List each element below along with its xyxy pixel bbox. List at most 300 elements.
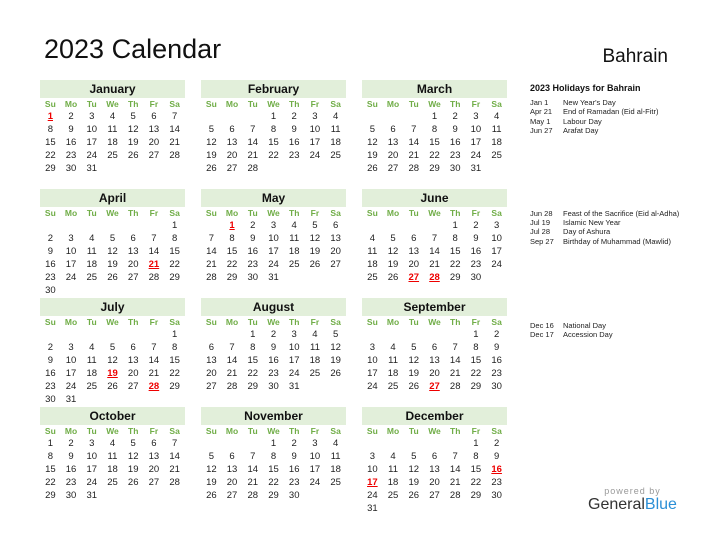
day-cell: 22 [268, 150, 279, 161]
weekday-label: Mo [225, 426, 239, 436]
holiday-name: Accession Day [563, 330, 613, 340]
day-cell: 10 [367, 355, 378, 366]
day-cell: 13 [226, 464, 238, 475]
weekday-label: Tu [408, 317, 419, 327]
day-cell: 8 [270, 451, 277, 462]
weekday-label: Sa [169, 99, 180, 109]
day-cell: 22 [470, 368, 482, 379]
day-cell: 25 [107, 477, 118, 488]
day-cell: 10 [309, 451, 321, 462]
day-cell: 22 [268, 477, 279, 488]
holiday-item [530, 209, 679, 218]
empty-cell [201, 219, 222, 232]
day-cell: 4 [332, 111, 339, 122]
day-cell: 1 [473, 438, 479, 449]
day-cell: 25 [491, 150, 502, 161]
day-cell: 19 [206, 150, 217, 161]
day-cell: 13 [408, 246, 420, 257]
day-cell: 1 [171, 329, 178, 340]
day-cell: 3 [68, 342, 74, 353]
day-cell: 23 [288, 477, 300, 488]
day-cell: 4 [312, 329, 318, 340]
day-cell: 27 [127, 272, 139, 283]
day-cell: 28 [247, 490, 259, 501]
day-cell: 11 [388, 355, 398, 366]
day-cell: 1 [171, 220, 178, 231]
empty-cell [445, 328, 466, 341]
day-cell: 16 [449, 137, 461, 148]
month-april [40, 189, 185, 297]
day-cell: 18 [387, 477, 399, 488]
weekday-label: Fr [471, 317, 481, 327]
day-cell: 2 [250, 220, 256, 231]
weekday-label: We [428, 208, 441, 218]
day-cell: 6 [208, 342, 214, 353]
day-cell: 3 [369, 342, 375, 353]
powered-by: powered by [604, 486, 661, 496]
day-cell: 8 [47, 451, 53, 462]
day-cell: 3 [89, 438, 95, 449]
weekday-label: Mo [225, 317, 239, 327]
day-cell: 15 [268, 464, 279, 475]
day-cell: 24 [491, 259, 502, 270]
day-cell: 24 [309, 150, 321, 161]
weekday-label: Fr [310, 426, 320, 436]
holiday-item [530, 237, 679, 246]
weekday-label: We [267, 99, 280, 109]
day-cell: 22 [470, 477, 482, 488]
month-header: April [40, 189, 185, 207]
month-header: May [201, 189, 346, 207]
empty-cell [403, 328, 424, 341]
day-cell: 14 [449, 464, 461, 475]
holiday-day: 28 [148, 381, 160, 392]
holiday-name: Feast of the Sacrifice (Eid al-Adha) [563, 209, 680, 218]
day-cell: 5 [332, 329, 339, 340]
day-cell: 3 [493, 220, 500, 231]
weekday-label: Su [44, 317, 56, 327]
day-cell: 13 [148, 124, 160, 135]
weekday-label: We [106, 426, 119, 436]
day-cell: 26 [206, 490, 217, 501]
day-cell: 30 [45, 394, 56, 405]
day-cell: 13 [330, 233, 341, 244]
holiday-item [530, 218, 679, 227]
month-may [201, 189, 346, 297]
day-cell: 4 [332, 438, 339, 449]
day-cell: 13 [226, 137, 238, 148]
month-september [362, 298, 507, 406]
holiday-date: Jul 28 [530, 227, 551, 237]
weekday-label: Fr [149, 99, 159, 109]
day-cell: 4 [493, 111, 500, 122]
month-header: March [362, 80, 507, 98]
day-cell: 9 [452, 124, 458, 135]
day-cell: 23 [65, 150, 77, 161]
day-cell: 17 [309, 464, 321, 475]
day-cell: 10 [65, 246, 77, 257]
day-cell: 30 [491, 490, 502, 501]
day-cell: 27 [148, 150, 160, 161]
day-cell: 9 [493, 451, 500, 462]
day-cell: 5 [369, 124, 375, 135]
day-cell: 9 [291, 451, 297, 462]
day-cell: 29 [470, 381, 482, 392]
day-cell: 5 [411, 451, 417, 462]
weekday-label: Su [366, 317, 378, 327]
day-cell: 1 [47, 438, 53, 449]
day-cell: 26 [206, 163, 217, 174]
day-cell: 18 [86, 259, 98, 270]
day-cell: 21 [247, 150, 259, 161]
day-cell: 6 [411, 233, 417, 244]
day-cell: 29 [226, 272, 238, 283]
day-cell: 2 [270, 329, 277, 340]
day-cell: 21 [206, 259, 217, 270]
day-cell: 22 [449, 259, 461, 270]
day-cell: 26 [107, 272, 118, 283]
empty-cell [362, 219, 383, 232]
day-cell: 7 [171, 438, 178, 449]
day-cell: 14 [169, 124, 180, 135]
weekday-label: Th [450, 317, 461, 327]
holiday-day: 27 [429, 381, 440, 392]
weekday-label: Mo [64, 208, 78, 218]
day-cell: 28 [226, 381, 238, 392]
weekday-label: Th [128, 99, 139, 109]
month-january [40, 80, 185, 188]
day-cell: 15 [247, 355, 259, 366]
day-cell: 19 [127, 464, 139, 475]
day-cell: 20 [408, 259, 420, 270]
day-cell: 11 [86, 246, 97, 257]
day-cell: 15 [429, 137, 440, 148]
holiday-day: 1 [229, 220, 235, 231]
day-cell: 18 [107, 464, 118, 475]
day-cell: 16 [470, 246, 482, 257]
day-cell: 29 [45, 163, 56, 174]
holiday-date: Dec 17 [530, 330, 554, 340]
day-cell: 26 [107, 381, 118, 392]
day-cell: 10 [491, 233, 502, 244]
day-cell: 15 [470, 355, 482, 366]
day-cell: 4 [369, 233, 375, 244]
day-cell: 27 [206, 381, 217, 392]
day-cell: 2 [291, 438, 297, 449]
weekday-label: Tu [86, 426, 97, 436]
holiday-item [530, 227, 679, 236]
day-cell: 22 [429, 150, 440, 161]
day-cell: 17 [86, 137, 98, 148]
day-cell: 11 [330, 124, 341, 135]
day-cell: 11 [86, 355, 97, 366]
empty-cell [362, 437, 383, 450]
day-cell: 29 [429, 163, 440, 174]
empty-cell [201, 110, 222, 123]
day-cell: 28 [169, 150, 180, 161]
weekday-label: Fr [310, 208, 320, 218]
day-cell: 6 [151, 111, 157, 122]
day-cell: 10 [470, 124, 482, 135]
month-november [201, 407, 346, 515]
day-cell: 9 [493, 342, 500, 353]
day-cell: 18 [387, 368, 399, 379]
day-cell: 10 [309, 124, 321, 135]
day-cell: 5 [411, 342, 417, 353]
month-august [201, 298, 346, 406]
day-cell: 24 [470, 150, 482, 161]
weekday-label: Sa [169, 426, 180, 436]
day-cell: 5 [130, 438, 136, 449]
day-cell: 16 [268, 355, 279, 366]
day-cell: 15 [169, 246, 180, 257]
holiday-day: 16 [491, 464, 502, 475]
day-cell: 18 [86, 368, 98, 379]
day-cell: 22 [247, 368, 259, 379]
day-cell: 30 [470, 272, 482, 283]
day-cell: 23 [65, 477, 77, 488]
holiday-day: 1 [47, 111, 53, 122]
weekday-label: Sa [491, 426, 502, 436]
holiday-name: End of Ramadan (Eid al-Fitr) [563, 107, 659, 117]
day-cell: 20 [387, 150, 399, 161]
weekday-label: Fr [471, 99, 481, 109]
day-cell: 25 [86, 381, 98, 392]
weekday-label: Tu [408, 426, 419, 436]
month-header: November [201, 407, 346, 425]
empty-cell [40, 328, 61, 341]
day-cell: 17 [65, 368, 77, 379]
weekday-label: Tu [86, 208, 97, 218]
day-cell: 12 [107, 246, 118, 257]
day-cell: 19 [330, 355, 341, 366]
empty-cell [222, 110, 243, 123]
day-cell: 23 [288, 150, 300, 161]
day-cell: 23 [45, 272, 56, 283]
day-cell: 23 [470, 259, 482, 270]
day-cell: 30 [491, 381, 502, 392]
weekday-label: Mo [225, 208, 239, 218]
day-cell: 24 [268, 259, 279, 270]
day-cell: 16 [247, 246, 259, 257]
holiday-name: Labour Day [563, 116, 602, 126]
day-cell: 20 [206, 368, 217, 379]
day-cell: 27 [429, 490, 440, 501]
day-cell: 8 [171, 233, 178, 244]
day-cell: 9 [291, 124, 297, 135]
empty-cell [81, 219, 102, 232]
country-name: Bahrain [602, 46, 668, 67]
empty-cell [222, 328, 243, 341]
day-cell: 9 [473, 233, 479, 244]
day-cell: 5 [208, 124, 214, 135]
empty-cell [403, 437, 424, 450]
weekday-label: Th [289, 317, 300, 327]
day-cell: 20 [148, 464, 160, 475]
weekday-label: Tu [247, 208, 258, 218]
weekday-label: Th [128, 426, 139, 436]
day-cell: 17 [288, 355, 300, 366]
day-cell: 6 [390, 124, 396, 135]
day-cell: 2 [68, 111, 74, 122]
day-cell: 22 [226, 259, 238, 270]
holiday-group [530, 209, 679, 246]
day-cell: 14 [206, 246, 217, 257]
day-cell: 11 [289, 233, 300, 244]
weekday-label: Sa [169, 317, 180, 327]
day-cell: 12 [367, 137, 378, 148]
day-cell: 24 [367, 381, 378, 392]
day-cell: 18 [288, 246, 300, 257]
day-cell: 1 [250, 329, 256, 340]
day-cell: 14 [226, 355, 238, 366]
weekday-label: Sa [169, 208, 180, 218]
day-cell: 28 [449, 490, 461, 501]
day-cell: 2 [493, 438, 500, 449]
empty-cell [383, 328, 404, 341]
empty-cell [81, 328, 102, 341]
day-cell: 26 [309, 259, 321, 270]
day-cell: 6 [332, 220, 339, 231]
month-december [362, 407, 507, 515]
weekday-label: Fr [310, 99, 320, 109]
day-cell: 11 [388, 464, 398, 475]
month-june [362, 189, 507, 297]
day-cell: 10 [65, 355, 77, 366]
day-cell: 4 [390, 451, 396, 462]
day-cell: 22 [169, 259, 180, 270]
day-cell: 22 [45, 150, 56, 161]
day-cell: 12 [107, 355, 118, 366]
month-july [40, 298, 185, 406]
weekday-label: Su [44, 99, 56, 109]
day-cell: 8 [229, 233, 235, 244]
weekday-label: Tu [408, 208, 419, 218]
day-cell: 2 [47, 342, 53, 353]
day-cell: 13 [387, 137, 399, 148]
month-october [40, 407, 185, 515]
weekday-label: Th [450, 99, 461, 109]
weekday-label: Fr [471, 426, 481, 436]
day-cell: 16 [45, 368, 56, 379]
day-cell: 28 [206, 272, 217, 283]
day-cell: 29 [169, 381, 180, 392]
weekday-label: Su [205, 317, 217, 327]
empty-cell [424, 437, 445, 450]
holiday-day: 21 [148, 259, 160, 270]
day-cell: 9 [250, 233, 256, 244]
day-cell: 19 [206, 477, 217, 488]
empty-cell [403, 219, 424, 232]
day-cell: 3 [291, 329, 297, 340]
day-cell: 30 [449, 163, 461, 174]
day-cell: 7 [208, 233, 214, 244]
day-cell: 16 [288, 464, 300, 475]
day-cell: 8 [47, 124, 53, 135]
generalblue-logo [588, 486, 677, 514]
day-cell: 13 [429, 464, 440, 475]
day-cell: 4 [89, 342, 95, 353]
empty-cell [102, 219, 123, 232]
weekday-label: Su [366, 208, 378, 218]
empty-cell [362, 110, 383, 123]
day-cell: 31 [86, 163, 98, 174]
day-cell: 3 [473, 111, 479, 122]
day-cell: 30 [65, 163, 77, 174]
weekday-label: Su [44, 208, 56, 218]
day-cell: 23 [268, 368, 279, 379]
weekday-label: Sa [491, 99, 502, 109]
holiday-date: Apr 21 [530, 107, 553, 117]
weekday-label: Th [450, 208, 461, 218]
day-cell: 31 [288, 381, 300, 392]
day-cell: 20 [429, 477, 440, 488]
day-cell: 9 [47, 246, 53, 257]
weekday-label: We [428, 99, 441, 109]
weekday-label: Su [205, 426, 217, 436]
weekday-label: Fr [149, 208, 159, 218]
day-cell: 3 [312, 438, 318, 449]
empty-cell [123, 219, 144, 232]
day-cell: 11 [491, 124, 502, 135]
empty-cell [144, 219, 165, 232]
holiday-date: Jun 28 [530, 209, 553, 218]
day-cell: 18 [330, 137, 341, 148]
empty-cell [383, 110, 404, 123]
day-cell: 17 [65, 259, 77, 270]
weekday-label: Sa [330, 426, 341, 436]
day-cell: 24 [86, 477, 98, 488]
empty-cell [424, 219, 445, 232]
day-cell: 7 [151, 233, 157, 244]
day-cell: 9 [68, 124, 74, 135]
holiday-item [530, 117, 658, 126]
weekday-label: Mo [64, 426, 78, 436]
day-cell: 4 [109, 111, 116, 122]
day-cell: 20 [127, 368, 139, 379]
day-cell: 20 [226, 477, 238, 488]
day-cell: 4 [109, 438, 116, 449]
day-cell: 21 [449, 477, 461, 488]
month-header: June [362, 189, 507, 207]
day-cell: 22 [45, 477, 56, 488]
holiday-name: National Day [563, 321, 606, 330]
weekday-label: Sa [491, 208, 502, 218]
day-cell: 8 [270, 124, 277, 135]
day-cell: 2 [452, 111, 458, 122]
month-header: October [40, 407, 185, 425]
day-cell: 2 [473, 220, 479, 231]
day-cell: 23 [491, 368, 502, 379]
day-cell: 13 [206, 355, 217, 366]
day-cell: 28 [169, 477, 180, 488]
day-cell: 18 [367, 259, 378, 270]
day-cell: 19 [367, 150, 378, 161]
holiday-group [530, 84, 658, 135]
day-cell: 1 [452, 220, 458, 231]
day-cell: 25 [330, 477, 341, 488]
weekday-label: Mo [386, 208, 400, 218]
weekday-label: Tu [247, 426, 258, 436]
day-cell: 1 [270, 438, 277, 449]
day-cell: 27 [226, 163, 238, 174]
day-cell: 13 [148, 451, 160, 462]
day-cell: 20 [127, 259, 139, 270]
weekday-label: Mo [225, 99, 239, 109]
day-cell: 31 [86, 490, 98, 501]
day-cell: 21 [449, 368, 461, 379]
day-cell: 25 [387, 490, 399, 501]
